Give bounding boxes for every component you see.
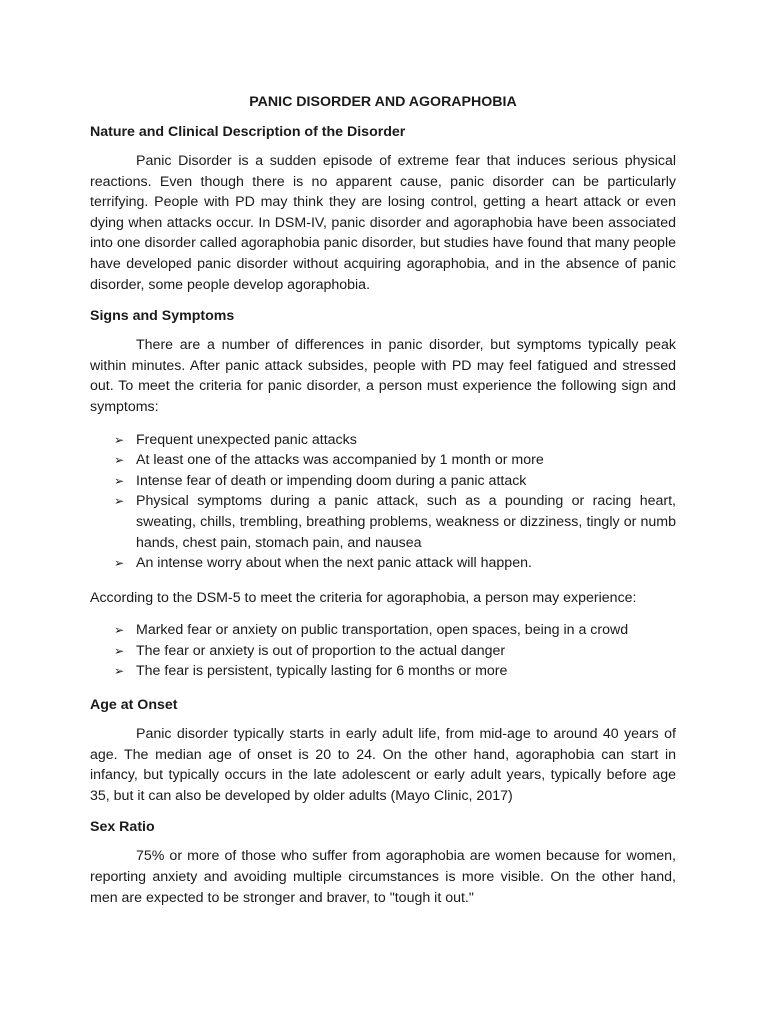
arrow-bullet-icon: ➢ [114,664,125,679]
arrow-bullet-icon: ➢ [114,432,125,447]
arrow-bullet-icon: ➢ [114,494,125,509]
list-item: ➢ Frequent unexpected panic attacks [90,430,676,451]
heading-onset: Age at Onset [90,697,178,714]
arrow-bullet-icon: ➢ [114,623,125,638]
list-item: ➢ At least one of the attacks was accompanied by 1 month or more [90,450,676,471]
paragraph-onset: Panic disorder typically starts in early adult life, from mid-age to around 40 years of age. The median age of onset is 20 to 24. On the other hand, agoraphobia can start in infancy, but typically occurs in the late adolescent or early adult years, typically before age 35, but it can also be developed by older adults (Mayo Clinic, 2017) [90,726,676,804]
heading-sex-ratio: Sex Ratio [90,819,155,836]
heading-signs: Signs and Symptoms [90,308,235,325]
arrow-bullet-icon: ➢ [114,556,125,571]
list-item: ➢ Marked fear or anxiety on public transportation, open spaces, being in a crowd [90,620,676,641]
document-page [90,93,676,920]
list-item: ➢ The fear or anxiety is out of proportion to the actual danger [90,641,676,662]
paragraph-signs: There are a number of differences in panic disorder, but symptoms typically peak within minutes. After panic attack subsides, people with PD may feel fatigued and stressed out. To meet the criteria for panic disorder, a person must experience the following sign and symptoms: [90,337,676,415]
agoraphobia-list [90,620,676,682]
heading-nature: Nature and Clinical Description of the Disorder [90,124,406,140]
list-item: ➢ An intense worry about when the next panic attack will happen. [90,553,676,574]
paragraph-sex-ratio: 75% or more of those who suffer from agoraphobia are women because for women, reporting anxiety and avoiding multiple circumstances is more visible. On the other hand, men are expected to be stronger and braver, to "tough it out." [90,848,676,906]
list-item: ➢ Intense fear of death or impending doom during a panic attack [90,471,676,492]
paragraph-nature: Panic Disorder is a sudden episode of extreme fear that induces serious physical reactions. Even though there is no apparent cause, panic disorder can be particularly terrifying. People with PD may think they are losing control, getting a heart attack or even dying when attacks occur. In DSM-IV, panic disorder and agoraphobia have been associated into one disorder called agoraphobia panic disorder, but studies have found that many people have developed panic disorder without acquiring agoraphobia, and in the absence of panic disorder, some people develop agoraphobia. [90,153,676,293]
symptom-list [90,430,676,574]
list-item: ➢ Physical symptoms during a panic attack, such as a pounding or racing heart, sweating, chills, trembling, breathing problems, weakness or dizziness, tingly or numb hands, chest pain, stomach pain, and nausea [114,493,676,551]
paragraph-agoraphobia-intro: According to the DSM-5 to meet the criteria for agoraphobia, a person may experience: [90,589,637,606]
document-title: PANIC DISORDER AND AGORAPHOBIA [249,94,517,110]
arrow-bullet-icon: ➢ [114,643,125,658]
arrow-bullet-icon: ➢ [114,473,125,488]
arrow-bullet-icon: ➢ [114,453,125,468]
list-item: ➢ The fear is persistent, typically lasting for 6 months or more [90,661,676,682]
